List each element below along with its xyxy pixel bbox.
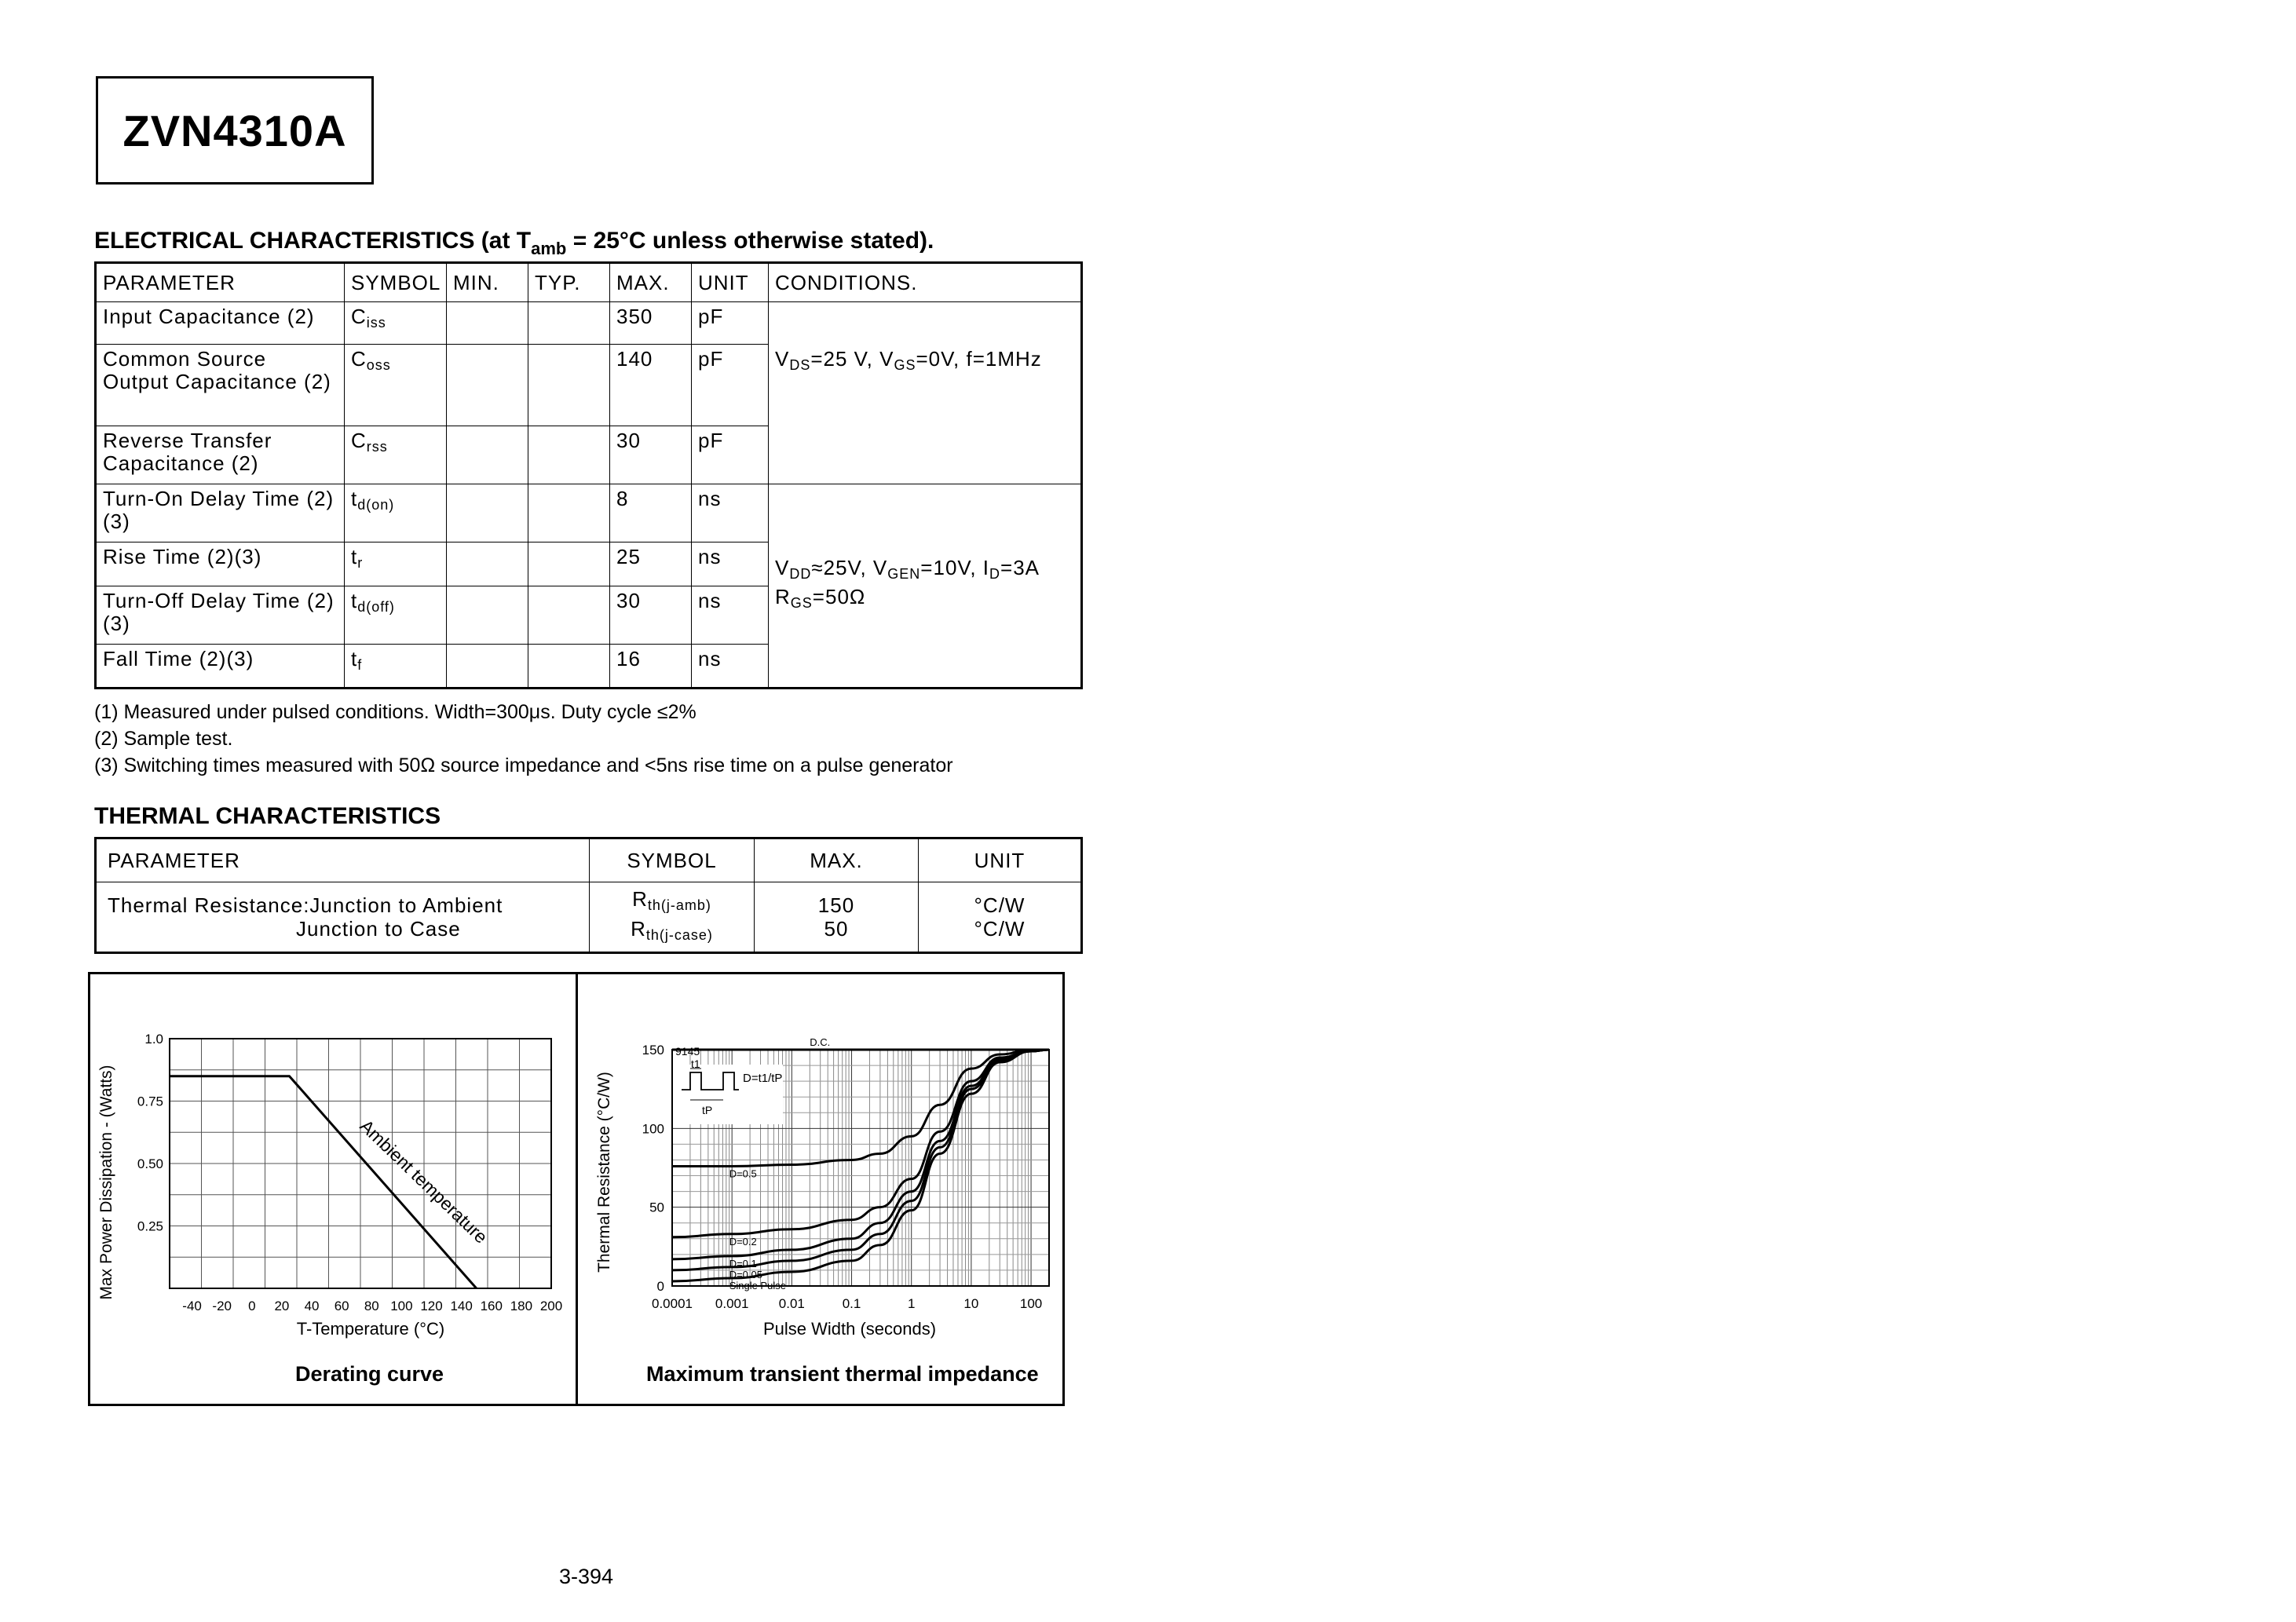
thermal-title: THERMAL CHARACTERISTICS bbox=[94, 803, 441, 829]
x-tick-label: 180 bbox=[510, 1299, 533, 1313]
x-axis-label: T-Temperature (°C) bbox=[296, 1319, 445, 1339]
x-tick-label: 200 bbox=[539, 1299, 563, 1313]
max-cell: 140 bbox=[610, 345, 692, 426]
conditions-capacitance: $V_{DS}=25$ V, $V_{GS}=0V$, f=1MHz bbox=[769, 302, 1082, 484]
x-tick-label: 120 bbox=[420, 1299, 443, 1313]
transient-chart bbox=[578, 972, 1065, 1341]
y-tick-label: 0 bbox=[656, 1279, 664, 1294]
series-label: D=0.2 bbox=[729, 1235, 757, 1248]
symbol-cell: $t_f$ bbox=[345, 645, 447, 689]
y-axis-label: Max Power Dissipation - (Watts) bbox=[97, 1065, 115, 1300]
unit-cell: ns bbox=[692, 586, 769, 645]
y-tick-label: 50 bbox=[649, 1200, 664, 1215]
unit-cell: ns bbox=[692, 645, 769, 689]
electrical-table bbox=[94, 261, 1083, 689]
max-cell: 150 50 bbox=[755, 882, 919, 953]
symbol-cell: $R_{th(j-amb)}$ $R_{th(j-case)}$ bbox=[590, 882, 755, 953]
x-tick-label: -40 bbox=[182, 1299, 202, 1313]
x-tick-label: 10 bbox=[963, 1296, 979, 1311]
annotation-label: Ambient temperature bbox=[356, 1115, 492, 1248]
series-label: D=0.05 bbox=[729, 1268, 762, 1280]
part-number: ZVN4310A bbox=[122, 105, 347, 155]
header-parameter: PARAMETER bbox=[96, 838, 590, 882]
unit-cell: pF bbox=[692, 345, 769, 426]
x-tick-label: 20 bbox=[274, 1299, 290, 1313]
header-max: MAX. bbox=[755, 838, 919, 882]
derating-chart bbox=[88, 972, 575, 1341]
thermal-table bbox=[94, 837, 1083, 954]
x-tick-label: 140 bbox=[450, 1299, 473, 1313]
param-cell: Reverse Transfer Capacitance (2) bbox=[96, 426, 345, 484]
footnote: (3) Switching times measured with 50Ω source impedance and <5ns rise time on a pulse generator bbox=[94, 754, 953, 776]
table-header-row bbox=[96, 838, 1082, 882]
max-cell: 350 bbox=[610, 302, 692, 345]
y-tick-label: 100 bbox=[642, 1121, 664, 1137]
header-unit: UNIT bbox=[692, 263, 769, 302]
table-header-row bbox=[96, 263, 1082, 302]
symbol-cell: $C_{iss}$ bbox=[345, 302, 447, 345]
series-label: Single Pulse bbox=[729, 1279, 786, 1291]
inset-duty-formula: D=t1/tP bbox=[743, 1072, 783, 1085]
header-symbol: SYMBOL bbox=[590, 838, 755, 882]
y-tick-label: 0.25 bbox=[137, 1218, 163, 1234]
x-tick-label: 40 bbox=[304, 1299, 320, 1313]
conditions-switching: $V_{DD}\approx 25V$, $V_{GEN}=10V$, $I_D=3A$ $R_{GS}=50\Omega$ bbox=[769, 484, 1082, 689]
derating-caption: Derating curve bbox=[295, 1362, 444, 1386]
table-row bbox=[96, 882, 1082, 953]
param-cell: Rise Time (2)(3) bbox=[96, 542, 345, 586]
symbol-cell: $t_{d(on)}$ bbox=[345, 484, 447, 542]
header-min: MIN. bbox=[447, 263, 528, 302]
table-row bbox=[96, 484, 1082, 542]
y-tick-label: 1.0 bbox=[144, 1032, 163, 1047]
transient-caption: Maximum transient thermal impedance bbox=[646, 1362, 1039, 1386]
param-cell: Fall Time (2)(3) bbox=[96, 645, 345, 689]
inset-tp-label: tP bbox=[702, 1104, 713, 1116]
param-cell: Input Capacitance (2) bbox=[96, 302, 345, 345]
symbol-cell: $t_{d(off)}$ bbox=[345, 586, 447, 645]
page-number: 3-394 bbox=[559, 1565, 614, 1588]
header-typ: TYP. bbox=[528, 263, 610, 302]
y-tick-label: 0.75 bbox=[137, 1094, 163, 1109]
unit-cell: pF bbox=[692, 302, 769, 345]
y-tick-label: 0.50 bbox=[137, 1156, 163, 1171]
param-cell: Turn-Off Delay Time (2)(3) bbox=[96, 586, 345, 645]
inset-t1-label: t1 bbox=[691, 1058, 700, 1070]
y-tick-label: 150 bbox=[642, 1043, 664, 1058]
symbol-cell: $t_r$ bbox=[345, 542, 447, 586]
electrical-title: ELECTRICAL CHARACTERISTICS (at $T_{amb} = 25^\circ C$ unless otherwise stated). bbox=[94, 228, 934, 258]
series-label: D=0.5 bbox=[729, 1167, 757, 1180]
x-tick-label: 60 bbox=[334, 1299, 349, 1313]
x-tick-label: 1 bbox=[907, 1296, 916, 1311]
param-cell: Turn-On Delay Time (2)(3) bbox=[96, 484, 345, 542]
unit-cell: °C/W °C/W bbox=[919, 882, 1082, 953]
series-label: D=0.1 bbox=[729, 1257, 757, 1269]
header-parameter: PARAMETER bbox=[96, 263, 345, 302]
header-unit: UNIT bbox=[919, 838, 1082, 882]
table-row bbox=[96, 302, 1082, 345]
footnotes bbox=[94, 699, 953, 779]
unit-cell: ns bbox=[692, 542, 769, 586]
max-cell: 8 bbox=[610, 484, 692, 542]
symbol-cell: $C_{rss}$ bbox=[345, 426, 447, 484]
unit-cell: pF bbox=[692, 426, 769, 484]
param-cell: Thermal Resistance:Junction to Ambient Junction to Case bbox=[96, 882, 590, 953]
max-cell: 30 bbox=[610, 586, 692, 645]
symbol-cell: $C_{oss}$ bbox=[345, 345, 447, 426]
chart-code: 9145 bbox=[675, 1045, 700, 1058]
header-max: MAX. bbox=[610, 263, 692, 302]
x-tick-label: 100 bbox=[390, 1299, 413, 1313]
max-cell: 30 bbox=[610, 426, 692, 484]
y-axis-label: Thermal Resistance (°C/W) bbox=[595, 1072, 613, 1273]
max-cell: 25 bbox=[610, 542, 692, 586]
x-tick-label: 0.1 bbox=[842, 1296, 861, 1311]
part-number-box bbox=[96, 76, 374, 184]
x-tick-label: 100 bbox=[1019, 1296, 1043, 1311]
x-tick-label: 0.001 bbox=[715, 1296, 749, 1311]
unit-cell: ns bbox=[692, 484, 769, 542]
param-cell: Common Source Output Capacitance (2) bbox=[96, 345, 345, 426]
header-symbol: SYMBOL bbox=[345, 263, 447, 302]
max-cell: 16 bbox=[610, 645, 692, 689]
x-tick-label: 80 bbox=[364, 1299, 379, 1313]
x-axis-label: Pulse Width (seconds) bbox=[762, 1319, 937, 1339]
duty-cycle-inset bbox=[673, 1058, 783, 1124]
footnote: (1) Measured under pulsed conditions. Width=300μs. Duty cycle ≤2% bbox=[94, 701, 696, 723]
x-tick-label: 0.0001 bbox=[652, 1296, 693, 1311]
x-tick-label: 0 bbox=[248, 1299, 256, 1313]
x-tick-label: 0.01 bbox=[778, 1296, 805, 1311]
x-tick-label: 160 bbox=[480, 1299, 503, 1313]
series-label: D.C. bbox=[810, 1036, 831, 1048]
header-conditions: CONDITIONS. bbox=[769, 263, 1082, 302]
footnote: (2) Sample test. bbox=[94, 728, 233, 750]
x-tick-label: -20 bbox=[212, 1299, 232, 1313]
